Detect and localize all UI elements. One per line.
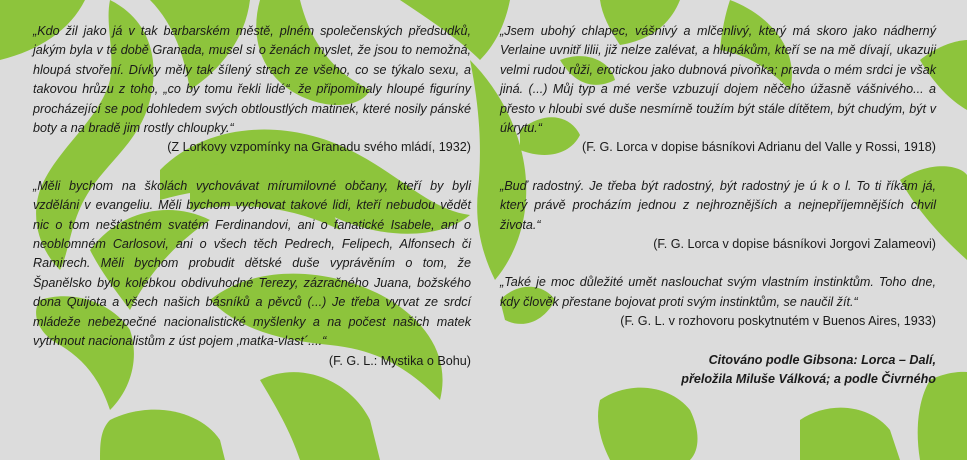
quote-source: (F. G. L.: Mystika o Bohu) bbox=[328, 353, 471, 368]
quote-lorca-interview: „Také je moc důležité umět naslouchat svým vlastním instinktům. Toho dne, kdy člověk přestane bojovat proti svým instinktům, se naučil žít.“ bbox=[500, 275, 936, 309]
quote-lorca-granada: „Kdo žil jako já v tak barbarském městě, plném společenských předsudků, jakým byla v té době Granada, musel si o ženách myslet, že jsou to nemožná, hloupá stvoření. Dívky měly tak šílený strach ze všeho, co se týkalo sexu, a takovou hrůzu z toho, „co by tomu řekli lidé“, že připomínaly hloupé figuríny procházející se pod dohledem svých obtloustlých matinek, které nosily pánské boty a na bradě jim rostly chloupky.“ bbox=[33, 24, 471, 136]
quote-source: (F. G. L. v rozhovoru poskytnutém v Buenos Aires, 1933) bbox=[620, 314, 936, 329]
credits bbox=[500, 351, 936, 390]
quote-source: (F. G. Lorca v dopise básníkovi Adrianu del Valle y Rossi, 1918) bbox=[582, 140, 936, 155]
quote-source: (F. G. Lorca v dopise básníkovi Jorgovi Zalameovi) bbox=[653, 237, 936, 252]
right-column bbox=[500, 22, 936, 390]
quote-lorca-letter-valle: „Jsem ubohý chlapec, vášnivý a mlčenlivý, který má skoro jako nádherný Verlaine uvnitř lilii, již nelze zalévat, a hlupákům, kteří se na mě dívají, ukazuji velmi rudou růži, erotickou jako dubnová pivoňka; pravda o mém srdci je však jiná. (...) Můj typ a mé verše vzbuzují dojem něčeho úžasně vášnivého... a přesto v hloubi své duše nesmírně toužím být stále dítětem, být chudým, být v úkrytu.“ bbox=[500, 24, 936, 136]
credits-line: přeložila Miluše Válková; a podle Čivrného bbox=[681, 372, 936, 387]
quote-lorca-education: „Měli bychom na školách vychovávat mírumilovné občany, kteří by byli vzděláni v evangeliu. Měli bychom vychovat takové lidi, kteří nebudou vědět nic o tom nešťastném svatém Ferdinandovi, ani o fanatické Isabele, ani o neoblomném Carlosovi, ani o všech těch Pedrech, Felipech, Alfonsech či Ramirech. Měli bychom probudit dětské duše vyprávěním o tom, že Španělsko bylo kolébkou obdivuhodné Terezy, zázračného Juana, božského dona Quijota a všech našich básníků a pěvců (...) Je třeba vyrvat ze srdcí mládeže nebezpečné nacionalistické myšlenky a na počest našich matek vytrhnout nacionalistům z úst pojem ‚matka-vlast´....“ bbox=[33, 178, 471, 349]
left-column bbox=[33, 22, 471, 390]
quote-source: (Z Lorkovy vzpomínky na Granadu svého mládí, 1932) bbox=[167, 140, 471, 155]
credits-line: Citováno podle Gibsona: Lorca – Dalí, bbox=[708, 352, 936, 367]
quote-lorca-letter-zalamea: „Buď radostný. Je třeba být radostný, být radostný je ú k o l. To ti říkám já, který právě procházím jednou z nejhroznějších a nejnepříjemnějších chvil života.“ bbox=[500, 178, 936, 232]
